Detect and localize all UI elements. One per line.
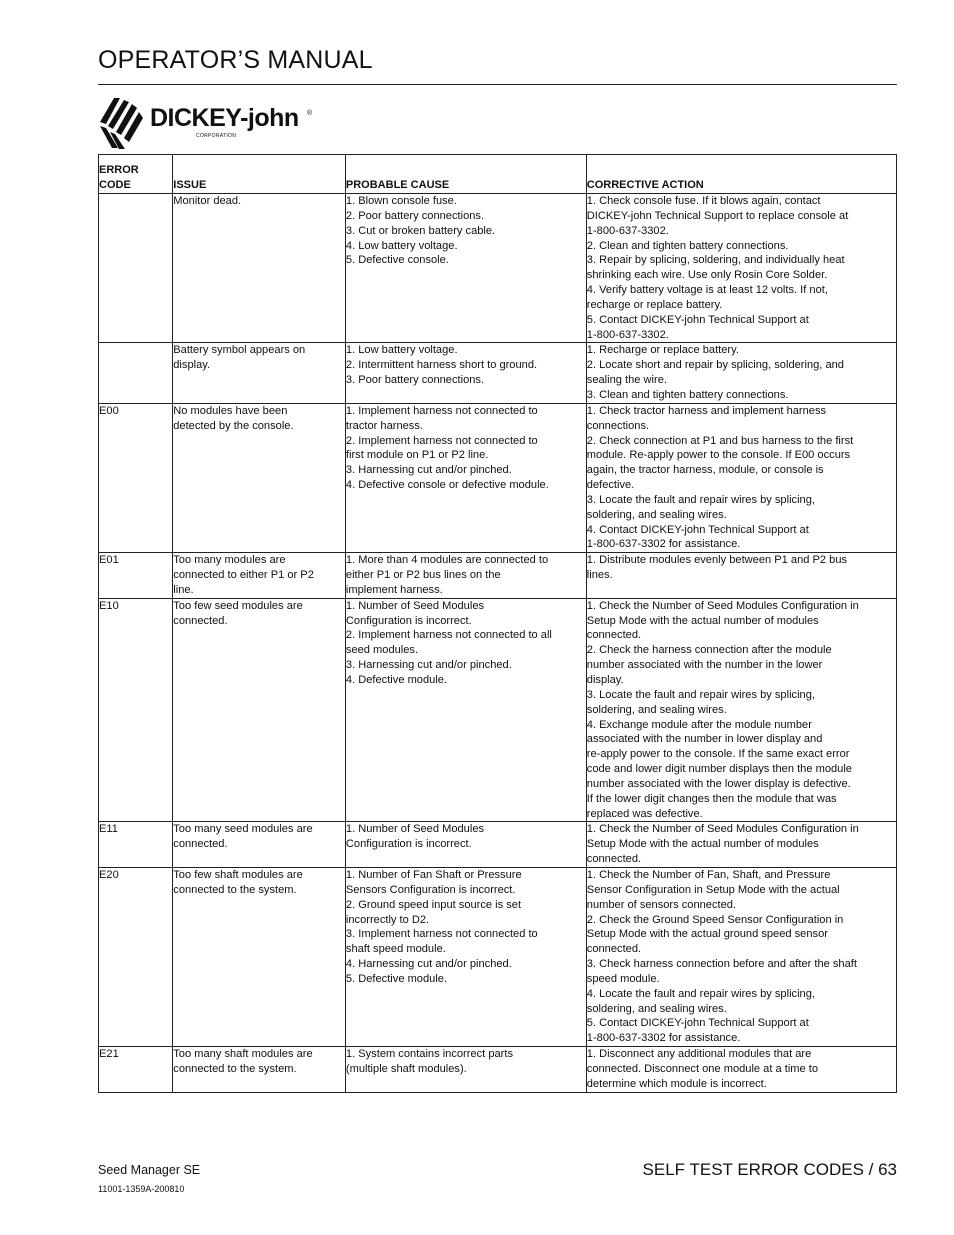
cell-corrective-action-line: soldering, and sealing wires. [586, 1002, 727, 1015]
cell-corrective-action-line: code and lower digit number displays then the module [586, 763, 852, 776]
cell-probable-cause-line: Configuration is incorrect. [345, 838, 472, 851]
cell-probable-cause [345, 553, 586, 599]
cell-corrective-action-line: number associated with the number in the lower [586, 659, 823, 672]
footer-product-name: Seed Manager SE [98, 1163, 201, 1177]
cell-issue [173, 822, 346, 868]
cell-issue-line: line. [173, 583, 194, 596]
cell-error-code: E20 [99, 867, 173, 1046]
cell-corrective-action-line: 2. Check connection at P1 and bus harness to the first [586, 434, 854, 447]
cell-corrective-action-line: number of sensors connected. [586, 898, 737, 911]
cell-corrective-action-line: Sensor Configuration in Setup Mode with the actual [586, 883, 840, 896]
cell-issue [173, 403, 346, 552]
cell-corrective-action-line: Setup Mode with the actual ground speed sensor [586, 928, 828, 941]
table-row [99, 343, 897, 403]
cell-probable-cause [345, 403, 586, 552]
cell-corrective-action-line: 1. Distribute modules evenly between P1 and P2 bus [586, 554, 848, 567]
table-row [99, 403, 897, 552]
cell-corrective-action-line: recharge or replace battery. [586, 298, 723, 311]
cell-corrective-action-line: display. [586, 674, 624, 686]
cell-corrective-action-line: connected. [586, 853, 642, 866]
cell-probable-cause-line: 2. Ground speed input source is set [345, 898, 522, 911]
cell-probable-cause-line: 4. Defective console or defective module. [345, 479, 549, 492]
logo-wordmark: DICKEY-john [150, 104, 299, 132]
cell-corrective-action-line: connections. [586, 419, 650, 432]
cell-probable-cause-line: either P1 or P2 bus lines on the [345, 569, 501, 582]
cell-corrective-action [586, 194, 896, 343]
cell-issue [173, 598, 346, 822]
cell-probable-cause-line: 2. Implement harness not connected to all [345, 629, 552, 642]
cell-corrective-action-line: 1-800-637-3302 for assistance. [586, 538, 741, 551]
cell-corrective-action-line: 1. Recharge or replace battery. [586, 344, 739, 357]
cell-error-code [99, 194, 173, 343]
cell-error-code: E01 [99, 553, 173, 599]
cell-issue [173, 343, 346, 403]
cell-probable-cause-line: Sensors Configuration is incorrect. [345, 883, 516, 896]
cell-probable-cause-line: first module on P1 or P2 line. [345, 449, 489, 462]
logo-mark-icon [98, 96, 146, 150]
cell-corrective-action-line: 1. Check tractor harness and implement harness [586, 404, 827, 417]
cell-corrective-action-line: 5. Contact DICKEY-john Technical Support at [586, 1017, 809, 1030]
cell-corrective-action-line: 4. Locate the fault and repair wires by splicing, [586, 987, 815, 1000]
cell-probable-cause-line: implement harness. [345, 583, 443, 596]
cell-error-code: E11 [99, 822, 173, 868]
cell-corrective-action-line: 2. Clean and tighten battery connections. [586, 239, 789, 252]
cell-corrective-action [586, 598, 896, 822]
cell-issue-line: connected to the system. [173, 883, 297, 896]
cell-issue [173, 1047, 346, 1093]
cell-error-code: E10 [99, 598, 173, 822]
cell-corrective-action [586, 1047, 896, 1093]
cell-probable-cause-line: 2. Poor battery connections. [345, 209, 485, 222]
header-probable-cause: PROBABLE CAUSE [345, 155, 586, 194]
cell-corrective-action-line: 3. Check harness connection before and after the shaft [586, 958, 857, 971]
cell-corrective-action-line: 2. Check the Ground Speed Sensor Configuration in [586, 913, 844, 926]
header-error-code [99, 155, 173, 194]
cell-corrective-action-line: 1-800-637-3302. [586, 328, 669, 341]
cell-error-code [99, 343, 173, 403]
cell-corrective-action-line: soldering, and sealing wires. [586, 508, 727, 521]
cell-corrective-action-line: 2. Check the harness connection after the module [586, 644, 832, 657]
cell-corrective-action-line: 4. Exchange module after the module number [586, 718, 812, 731]
footer-section-page: SELF TEST ERROR CODES / 63 [642, 1160, 897, 1179]
cell-issue-line: No modules have been [173, 404, 288, 417]
cell-error-code: E21 [99, 1047, 173, 1093]
cell-issue-line: connected to the system. [173, 1062, 297, 1075]
cell-probable-cause-line: 2. Intermittent harness short to ground. [345, 359, 538, 372]
manual-title: OPERATOR’S MANUAL [98, 46, 373, 74]
cell-probable-cause-line: 2. Implement harness not connected to [345, 434, 538, 447]
cell-corrective-action-line: connected. [586, 629, 642, 642]
cell-issue-line: connected to either P1 or P2 [173, 569, 314, 582]
cell-issue-line: Battery symbol appears on [173, 344, 306, 357]
cell-corrective-action [586, 867, 896, 1046]
cell-probable-cause-line: 1. More than 4 modules are connected to [345, 554, 549, 567]
cell-probable-cause-line: 1. Blown console fuse. [345, 195, 457, 207]
cell-issue-line: detected by the console. [173, 419, 294, 432]
cell-corrective-action-line: 1. Disconnect any additional modules that are [586, 1048, 812, 1061]
cell-probable-cause-line: 4. Defective module. [345, 674, 448, 686]
cell-probable-cause-line: shaft speed module. [345, 943, 446, 956]
cell-issue-line: display. [173, 359, 211, 372]
cell-probable-cause-line: 3. Poor battery connections. [345, 374, 485, 387]
cell-probable-cause-line: 1. Low battery voltage. [345, 344, 458, 357]
cell-probable-cause-line: 3. Harnessing cut and/or pinched. [345, 659, 512, 672]
cell-probable-cause-line: 1. System contains incorrect parts [345, 1048, 513, 1061]
cell-corrective-action-line: 1. Check the Number of Fan, Shaft, and Pressure [586, 868, 831, 881]
table-row [99, 1047, 897, 1093]
cell-corrective-action-line: 3. Locate the fault and repair wires by splicing, [586, 688, 815, 701]
table-header-row [99, 155, 897, 194]
cell-corrective-action-line: re-apply power to the console. If the same exact error [586, 748, 850, 761]
cell-corrective-action-line: shrinking each wire. Use only Rosin Core Solder. [586, 269, 828, 282]
cell-probable-cause-line: incorrectly to D2. [345, 913, 430, 926]
cell-issue-line: Too many seed modules are [173, 823, 313, 836]
cell-probable-cause [345, 598, 586, 822]
cell-issue-line: Too many modules are [173, 554, 286, 567]
cell-corrective-action-line: speed module. [586, 972, 660, 985]
cell-corrective-action [586, 553, 896, 599]
cell-corrective-action-line: lines. [586, 569, 613, 582]
cell-probable-cause-line: 1. Number of Seed Modules [345, 599, 485, 612]
cell-issue [173, 194, 346, 343]
header-error-code-line: CODE [99, 179, 131, 191]
cell-corrective-action-line: 4. Contact DICKEY-john Technical Support at [586, 523, 809, 536]
cell-corrective-action [586, 343, 896, 403]
cell-probable-cause [345, 1047, 586, 1093]
cell-corrective-action-line: associated with the number in lower display and [586, 733, 823, 746]
cell-corrective-action-line: 4. Verify battery voltage is at least 12 volts. If not, [586, 284, 828, 297]
cell-issue [173, 553, 346, 599]
cell-corrective-action-line: DICKEY-john Technical Support to replace console at [586, 209, 849, 222]
cell-corrective-action-line: connected. [586, 943, 642, 956]
cell-corrective-action-line: module. Re-apply power to the console. If E00 occurs [586, 449, 851, 462]
cell-issue-line: connected. [173, 838, 228, 851]
cell-probable-cause-line: 3. Harnessing cut and/or pinched. [345, 464, 512, 477]
header-issue: ISSUE [173, 155, 346, 194]
company-logo [98, 96, 338, 150]
cell-probable-cause-line: (multiple shaft modules). [345, 1062, 467, 1075]
cell-corrective-action-line: again, the tractor harness, module, or console is [586, 464, 824, 477]
cell-probable-cause-line: 1. Number of Seed Modules [345, 823, 485, 836]
cell-probable-cause [345, 194, 586, 343]
cell-probable-cause-line: Configuration is incorrect. [345, 614, 472, 627]
cell-probable-cause-line: tractor harness. [345, 419, 423, 432]
cell-corrective-action-line: determine which module is incorrect. [586, 1077, 767, 1090]
cell-probable-cause [345, 867, 586, 1046]
cell-corrective-action-line: 2. Locate short and repair by splicing, soldering, and [586, 359, 844, 372]
cell-corrective-action-line: Setup Mode with the actual number of modules [586, 838, 819, 851]
cell-probable-cause [345, 343, 586, 403]
cell-corrective-action-line: number associated with the lower display is defective. [586, 777, 851, 790]
error-codes-table [98, 154, 897, 1093]
cell-corrective-action-line: soldering, and sealing wires. [586, 703, 727, 716]
cell-corrective-action-line: 1-800-637-3302. [586, 224, 669, 237]
registered-mark: ® [307, 110, 313, 117]
logo-corporation-text: CORPORATION [196, 133, 237, 139]
cell-probable-cause-line: 1. Number of Fan Shaft or Pressure [345, 868, 522, 881]
table-row [99, 822, 897, 868]
table-row [99, 553, 897, 599]
cell-probable-cause-line: 3. Cut or broken battery cable. [345, 224, 496, 237]
table-row [99, 867, 897, 1046]
cell-corrective-action-line: 1. Check the Number of Seed Modules Configuration in [586, 599, 859, 612]
cell-probable-cause-line: seed modules. [345, 644, 419, 657]
cell-issue-line: Too few seed modules are [173, 599, 303, 612]
cell-corrective-action-line: 3. Repair by splicing, soldering, and individually heat [586, 254, 845, 267]
cell-corrective-action-line: sealing the wire. [586, 374, 667, 387]
cell-issue [173, 867, 346, 1046]
cell-corrective-action-line: replaced was defective. [586, 807, 703, 820]
header-error-code-line: ERROR [99, 164, 139, 176]
cell-corrective-action [586, 403, 896, 552]
cell-corrective-action-line: 1. Check the Number of Seed Modules Configuration in [586, 823, 859, 836]
cell-corrective-action-line: 5. Contact DICKEY-john Technical Support at [586, 313, 809, 326]
cell-probable-cause-line: 1. Implement harness not connected to [345, 404, 538, 417]
cell-issue-line: Too few shaft modules are [173, 868, 303, 881]
cell-corrective-action-line: 1-800-637-3302 for assistance. [586, 1032, 741, 1045]
table-row [99, 598, 897, 822]
cell-probable-cause-line: 4. Harnessing cut and/or pinched. [345, 958, 512, 971]
cell-corrective-action-line: connected. Disconnect one module at a time to [586, 1062, 819, 1075]
cell-corrective-action-line: 3. Clean and tighten battery connections. [586, 388, 789, 401]
cell-issue-line: Monitor dead. [173, 195, 242, 207]
cell-issue-line: Too many shaft modules are [173, 1048, 313, 1061]
cell-corrective-action-line: defective. [586, 479, 635, 492]
footer-document-number: 11001-1359A-200810 [98, 1184, 185, 1194]
cell-probable-cause-line: 4. Low battery voltage. [345, 239, 458, 252]
cell-corrective-action-line: If the lower digit changes then the module that was [586, 792, 837, 805]
cell-probable-cause-line: 5. Defective module. [345, 972, 448, 985]
cell-corrective-action-line: 3. Locate the fault and repair wires by splicing, [586, 493, 815, 506]
cell-error-code: E00 [99, 403, 173, 552]
table-row [99, 194, 897, 343]
header-divider [98, 84, 897, 85]
cell-corrective-action [586, 822, 896, 868]
header-corrective-action: CORRECTIVE ACTION [586, 155, 896, 194]
cell-probable-cause [345, 822, 586, 868]
cell-probable-cause-line: 5. Defective console. [345, 254, 449, 267]
cell-corrective-action-line: Setup Mode with the actual number of modules [586, 614, 819, 627]
cell-probable-cause-line: 3. Implement harness not connected to [345, 928, 538, 941]
cell-issue-line: connected. [173, 614, 228, 627]
cell-corrective-action-line: 1. Check console fuse. If it blows again, contact [586, 195, 821, 207]
